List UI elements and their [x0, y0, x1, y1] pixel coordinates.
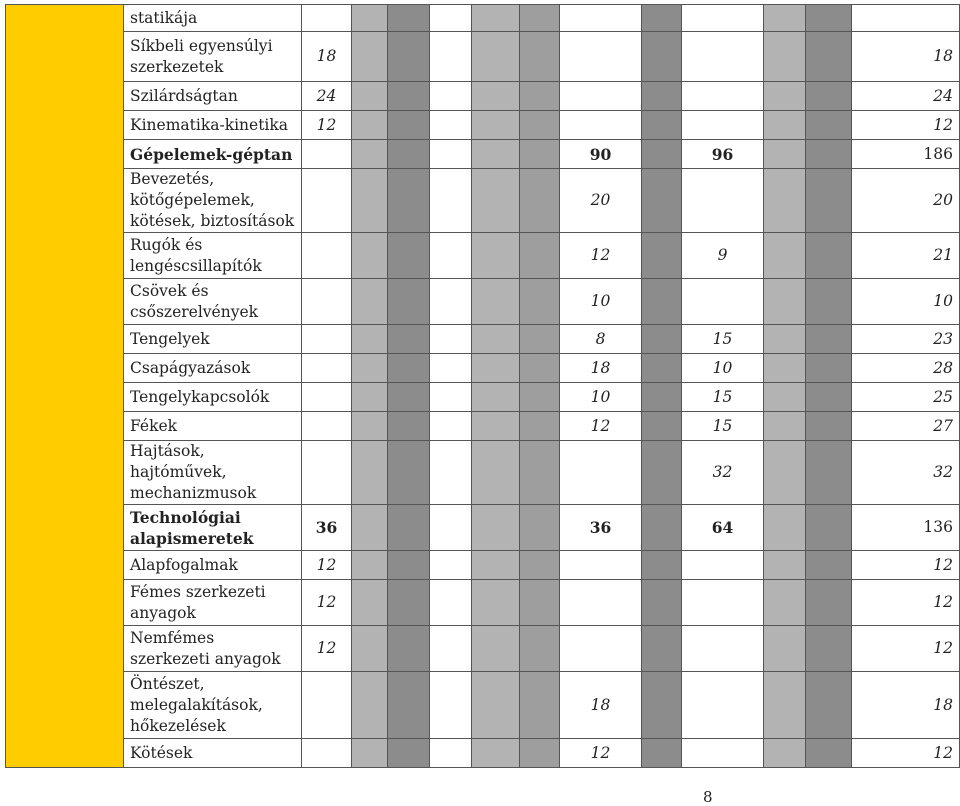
- shaded-column-cell: [472, 580, 520, 626]
- shaded-column-cell: [642, 739, 682, 768]
- total-hours-cell: 18: [852, 32, 960, 82]
- total-hours-cell: 12: [852, 626, 960, 672]
- shaded-column-cell: [388, 82, 430, 111]
- shaded-column-cell: [520, 739, 560, 768]
- hours-cell-b: 10: [560, 279, 642, 325]
- subject-cell: Csövek és csőszerelvények: [124, 279, 302, 325]
- shaded-column-cell: [806, 580, 852, 626]
- shaded-column-cell: [806, 354, 852, 383]
- hours-cell-b: [560, 32, 642, 82]
- table-row: [6, 739, 960, 768]
- shaded-column-cell: [806, 233, 852, 279]
- curriculum-hours-table: [5, 4, 960, 768]
- shaded-column-cell: [352, 325, 388, 354]
- shaded-column-cell: [520, 140, 560, 169]
- table-row: [6, 354, 960, 383]
- hours-cell-c: [682, 626, 764, 672]
- shaded-column-cell: [642, 626, 682, 672]
- shaded-column-cell: [642, 412, 682, 441]
- hours-cell-a: 12: [302, 626, 352, 672]
- shaded-column-cell: [388, 505, 430, 551]
- subject-cell: statikája: [124, 5, 302, 32]
- shaded-column-cell: [806, 5, 852, 32]
- shaded-column-cell: [472, 325, 520, 354]
- hours-cell-a: [302, 441, 352, 505]
- shaded-column-cell: [472, 279, 520, 325]
- shaded-column-cell: [520, 233, 560, 279]
- shaded-column-cell: [472, 551, 520, 580]
- shaded-column-cell: [764, 82, 806, 111]
- shaded-column-cell: [642, 140, 682, 169]
- shaded-column-cell: [520, 505, 560, 551]
- hours-cell-b: 12: [560, 233, 642, 279]
- shaded-column-cell: [642, 551, 682, 580]
- shaded-column-cell: [430, 169, 472, 233]
- shaded-column-cell: [388, 32, 430, 82]
- hours-cell-b: [560, 441, 642, 505]
- shaded-column-cell: [430, 233, 472, 279]
- shaded-column-cell: [352, 739, 388, 768]
- shaded-column-cell: [388, 354, 430, 383]
- shaded-column-cell: [430, 441, 472, 505]
- shaded-column-cell: [472, 169, 520, 233]
- shaded-column-cell: [472, 626, 520, 672]
- table-row: [6, 325, 960, 354]
- shaded-column-cell: [352, 626, 388, 672]
- table-row: [6, 383, 960, 412]
- hours-cell-b: [560, 82, 642, 111]
- shaded-column-cell: [520, 5, 560, 32]
- shaded-column-cell: [520, 626, 560, 672]
- shaded-column-cell: [806, 169, 852, 233]
- total-hours-cell: 32: [852, 441, 960, 505]
- shaded-column-cell: [806, 412, 852, 441]
- shaded-column-cell: [388, 626, 430, 672]
- table-row: [6, 441, 960, 505]
- shaded-column-cell: [388, 441, 430, 505]
- shaded-column-cell: [764, 551, 806, 580]
- table-row: [6, 505, 960, 551]
- shaded-column-cell: [520, 383, 560, 412]
- table-row: [6, 140, 960, 169]
- hours-cell-c: 96: [682, 140, 764, 169]
- hours-cell-a: [302, 169, 352, 233]
- shaded-column-cell: [764, 505, 806, 551]
- subject-cell: Öntészet, melegalakítások, hőkezelések: [124, 672, 302, 739]
- shaded-column-cell: [520, 441, 560, 505]
- shaded-column-cell: [352, 580, 388, 626]
- hours-cell-a: 24: [302, 82, 352, 111]
- shaded-column-cell: [642, 82, 682, 111]
- hours-cell-c: 64: [682, 505, 764, 551]
- hours-cell-a: [302, 325, 352, 354]
- shaded-column-cell: [642, 233, 682, 279]
- total-hours-cell: 186: [852, 140, 960, 169]
- shaded-column-cell: [520, 354, 560, 383]
- hours-cell-b: 8: [560, 325, 642, 354]
- shaded-column-cell: [430, 672, 472, 739]
- hours-cell-a: 12: [302, 111, 352, 140]
- shaded-column-cell: [388, 739, 430, 768]
- subject-cell: Nemfémes szerkezeti anyagok: [124, 626, 302, 672]
- shaded-column-cell: [764, 626, 806, 672]
- shaded-column-cell: [388, 672, 430, 739]
- hours-cell-c: [682, 551, 764, 580]
- shaded-column-cell: [430, 279, 472, 325]
- shaded-column-cell: [806, 672, 852, 739]
- hours-cell-c: 15: [682, 325, 764, 354]
- total-hours-cell: 20: [852, 169, 960, 233]
- hours-cell-b: 10: [560, 383, 642, 412]
- shaded-column-cell: [430, 383, 472, 412]
- shaded-column-cell: [520, 279, 560, 325]
- hours-cell-b: [560, 626, 642, 672]
- table-row: [6, 82, 960, 111]
- hours-cell-b: 20: [560, 169, 642, 233]
- table-row: [6, 169, 960, 233]
- subject-cell: Tengelykapcsolók: [124, 383, 302, 412]
- hours-cell-b: 12: [560, 739, 642, 768]
- shaded-column-cell: [352, 5, 388, 32]
- page-number: 8: [703, 788, 713, 806]
- shaded-column-cell: [806, 32, 852, 82]
- shaded-column-cell: [472, 412, 520, 441]
- total-hours-cell: 136: [852, 505, 960, 551]
- shaded-column-cell: [388, 551, 430, 580]
- hours-cell-b: [560, 111, 642, 140]
- hours-cell-a: [302, 383, 352, 412]
- shaded-column-cell: [430, 412, 472, 441]
- shaded-column-cell: [388, 412, 430, 441]
- shaded-column-cell: [764, 672, 806, 739]
- shaded-column-cell: [472, 82, 520, 111]
- shaded-column-cell: [388, 383, 430, 412]
- shaded-column-cell: [430, 325, 472, 354]
- shaded-column-cell: [642, 32, 682, 82]
- shaded-column-cell: [764, 5, 806, 32]
- subject-cell: Hajtások, hajtóművek, mechanizmusok: [124, 441, 302, 505]
- shaded-column-cell: [430, 505, 472, 551]
- shaded-column-cell: [352, 279, 388, 325]
- shaded-column-cell: [430, 551, 472, 580]
- shaded-column-cell: [388, 5, 430, 32]
- total-hours-cell: 12: [852, 111, 960, 140]
- shaded-column-cell: [388, 279, 430, 325]
- shaded-column-cell: [520, 32, 560, 82]
- table-row: [6, 551, 960, 580]
- shaded-column-cell: [806, 383, 852, 412]
- hours-cell-a: [302, 672, 352, 739]
- shaded-column-cell: [352, 551, 388, 580]
- shaded-column-cell: [388, 140, 430, 169]
- hours-cell-a: [302, 412, 352, 441]
- shaded-column-cell: [764, 140, 806, 169]
- hours-cell-a: 12: [302, 580, 352, 626]
- subject-cell: Kötések: [124, 739, 302, 768]
- shaded-column-cell: [642, 580, 682, 626]
- subject-cell: Síkbeli egyensúlyi szerkezetek: [124, 32, 302, 82]
- total-hours-cell: [852, 5, 960, 32]
- shaded-column-cell: [352, 169, 388, 233]
- shaded-column-cell: [764, 580, 806, 626]
- shaded-column-cell: [642, 279, 682, 325]
- shaded-column-cell: [430, 580, 472, 626]
- shaded-column-cell: [352, 505, 388, 551]
- hours-cell-a: [302, 5, 352, 32]
- shaded-column-cell: [472, 383, 520, 412]
- total-hours-cell: 12: [852, 551, 960, 580]
- shaded-column-cell: [430, 5, 472, 32]
- shaded-column-cell: [472, 505, 520, 551]
- total-hours-cell: 12: [852, 739, 960, 768]
- shaded-column-cell: [520, 551, 560, 580]
- shaded-column-cell: [764, 354, 806, 383]
- shaded-column-cell: [472, 32, 520, 82]
- hours-cell-c: [682, 32, 764, 82]
- shaded-column-cell: [430, 354, 472, 383]
- shaded-column-cell: [764, 325, 806, 354]
- shaded-column-cell: [472, 672, 520, 739]
- hours-cell-b: 18: [560, 354, 642, 383]
- total-hours-cell: 18: [852, 672, 960, 739]
- table-row: [6, 672, 960, 739]
- hours-cell-a: [302, 140, 352, 169]
- shaded-column-cell: [642, 5, 682, 32]
- shaded-column-cell: [352, 383, 388, 412]
- shaded-column-cell: [806, 551, 852, 580]
- shaded-column-cell: [520, 111, 560, 140]
- subject-cell: Bevezetés, kötőgépelemek, kötések, biztosítások: [124, 169, 302, 233]
- shaded-column-cell: [352, 233, 388, 279]
- shaded-column-cell: [642, 383, 682, 412]
- hours-cell-c: [682, 5, 764, 32]
- total-hours-cell: 25: [852, 383, 960, 412]
- hours-cell-b: 90: [560, 140, 642, 169]
- hours-cell-a: [302, 233, 352, 279]
- shaded-column-cell: [764, 233, 806, 279]
- shaded-column-cell: [430, 111, 472, 140]
- shaded-column-cell: [520, 580, 560, 626]
- shaded-column-cell: [352, 354, 388, 383]
- shaded-column-cell: [806, 441, 852, 505]
- hours-cell-b: [560, 551, 642, 580]
- shaded-column-cell: [764, 412, 806, 441]
- shaded-column-cell: [472, 354, 520, 383]
- shaded-column-cell: [764, 169, 806, 233]
- hours-cell-c: 10: [682, 354, 764, 383]
- shaded-column-cell: [352, 82, 388, 111]
- hours-cell-a: 18: [302, 32, 352, 82]
- shaded-column-cell: [472, 111, 520, 140]
- table-row: [6, 32, 960, 82]
- shaded-column-cell: [806, 626, 852, 672]
- shaded-column-cell: [472, 441, 520, 505]
- shaded-column-cell: [806, 739, 852, 768]
- total-hours-cell: 12: [852, 580, 960, 626]
- table-row: [6, 279, 960, 325]
- table-row: [6, 412, 960, 441]
- shaded-column-cell: [642, 111, 682, 140]
- shaded-column-cell: [352, 672, 388, 739]
- shaded-column-cell: [352, 32, 388, 82]
- table-row: [6, 626, 960, 672]
- total-hours-cell: 23: [852, 325, 960, 354]
- shaded-column-cell: [430, 140, 472, 169]
- table-row: [6, 5, 960, 32]
- shaded-column-cell: [764, 32, 806, 82]
- yellow-margin-band: [6, 5, 124, 768]
- subject-cell: Szilárdságtan: [124, 82, 302, 111]
- hours-cell-c: [682, 580, 764, 626]
- shaded-column-cell: [472, 5, 520, 32]
- hours-cell-c: 9: [682, 233, 764, 279]
- subject-cell: Alapfogalmak: [124, 551, 302, 580]
- shaded-column-cell: [806, 505, 852, 551]
- shaded-column-cell: [806, 325, 852, 354]
- table-row: [6, 580, 960, 626]
- shaded-column-cell: [472, 233, 520, 279]
- hours-cell-c: [682, 111, 764, 140]
- shaded-column-cell: [764, 739, 806, 768]
- hours-cell-c: 15: [682, 412, 764, 441]
- hours-cell-b: [560, 580, 642, 626]
- shaded-column-cell: [642, 325, 682, 354]
- hours-cell-c: 32: [682, 441, 764, 505]
- hours-cell-a: [302, 279, 352, 325]
- hours-cell-a: 12: [302, 551, 352, 580]
- shaded-column-cell: [642, 505, 682, 551]
- total-hours-cell: 27: [852, 412, 960, 441]
- shaded-column-cell: [764, 279, 806, 325]
- shaded-column-cell: [764, 441, 806, 505]
- shaded-column-cell: [520, 412, 560, 441]
- hours-cell-c: [682, 82, 764, 111]
- shaded-column-cell: [472, 739, 520, 768]
- hours-cell-a: [302, 739, 352, 768]
- total-hours-cell: 24: [852, 82, 960, 111]
- shaded-column-cell: [388, 111, 430, 140]
- hours-cell-b: 36: [560, 505, 642, 551]
- hours-cell-c: [682, 672, 764, 739]
- shaded-column-cell: [388, 169, 430, 233]
- shaded-column-cell: [388, 233, 430, 279]
- hours-cell-c: [682, 279, 764, 325]
- subject-cell: Technológiai alapismeretek: [124, 505, 302, 551]
- hours-cell-c: 15: [682, 383, 764, 412]
- shaded-column-cell: [388, 580, 430, 626]
- subject-cell: Kinematika-kinetika: [124, 111, 302, 140]
- shaded-column-cell: [352, 140, 388, 169]
- subject-cell: Tengelyek: [124, 325, 302, 354]
- hours-cell-a: 36: [302, 505, 352, 551]
- shaded-column-cell: [520, 169, 560, 233]
- shaded-column-cell: [430, 32, 472, 82]
- total-hours-cell: 28: [852, 354, 960, 383]
- shaded-column-cell: [806, 111, 852, 140]
- hours-cell-c: [682, 169, 764, 233]
- shaded-column-cell: [430, 739, 472, 768]
- shaded-column-cell: [520, 672, 560, 739]
- hours-cell-c: [682, 739, 764, 768]
- shaded-column-cell: [806, 82, 852, 111]
- subject-cell: Fémes szerkezeti anyagok: [124, 580, 302, 626]
- shaded-column-cell: [388, 325, 430, 354]
- total-hours-cell: 10: [852, 279, 960, 325]
- table-row: [6, 111, 960, 140]
- subject-cell: Fékek: [124, 412, 302, 441]
- shaded-column-cell: [642, 672, 682, 739]
- subject-cell: Gépelemek-géptan: [124, 140, 302, 169]
- table-row: [6, 233, 960, 279]
- shaded-column-cell: [352, 111, 388, 140]
- table-body: [6, 5, 960, 768]
- hours-cell-b: 12: [560, 412, 642, 441]
- shaded-column-cell: [472, 140, 520, 169]
- shaded-column-cell: [764, 111, 806, 140]
- shaded-column-cell: [806, 279, 852, 325]
- hours-cell-b: 18: [560, 672, 642, 739]
- hours-cell-a: [302, 354, 352, 383]
- total-hours-cell: 21: [852, 233, 960, 279]
- shaded-column-cell: [352, 412, 388, 441]
- shaded-column-cell: [430, 82, 472, 111]
- shaded-column-cell: [806, 140, 852, 169]
- shaded-column-cell: [642, 354, 682, 383]
- subject-cell: Rugók és lengéscsillapítók: [124, 233, 302, 279]
- shaded-column-cell: [430, 626, 472, 672]
- shaded-column-cell: [352, 441, 388, 505]
- subject-cell: Csapágyazások: [124, 354, 302, 383]
- shaded-column-cell: [642, 441, 682, 505]
- hours-cell-b: [560, 5, 642, 32]
- shaded-column-cell: [764, 383, 806, 412]
- shaded-column-cell: [520, 325, 560, 354]
- shaded-column-cell: [642, 169, 682, 233]
- shaded-column-cell: [520, 82, 560, 111]
